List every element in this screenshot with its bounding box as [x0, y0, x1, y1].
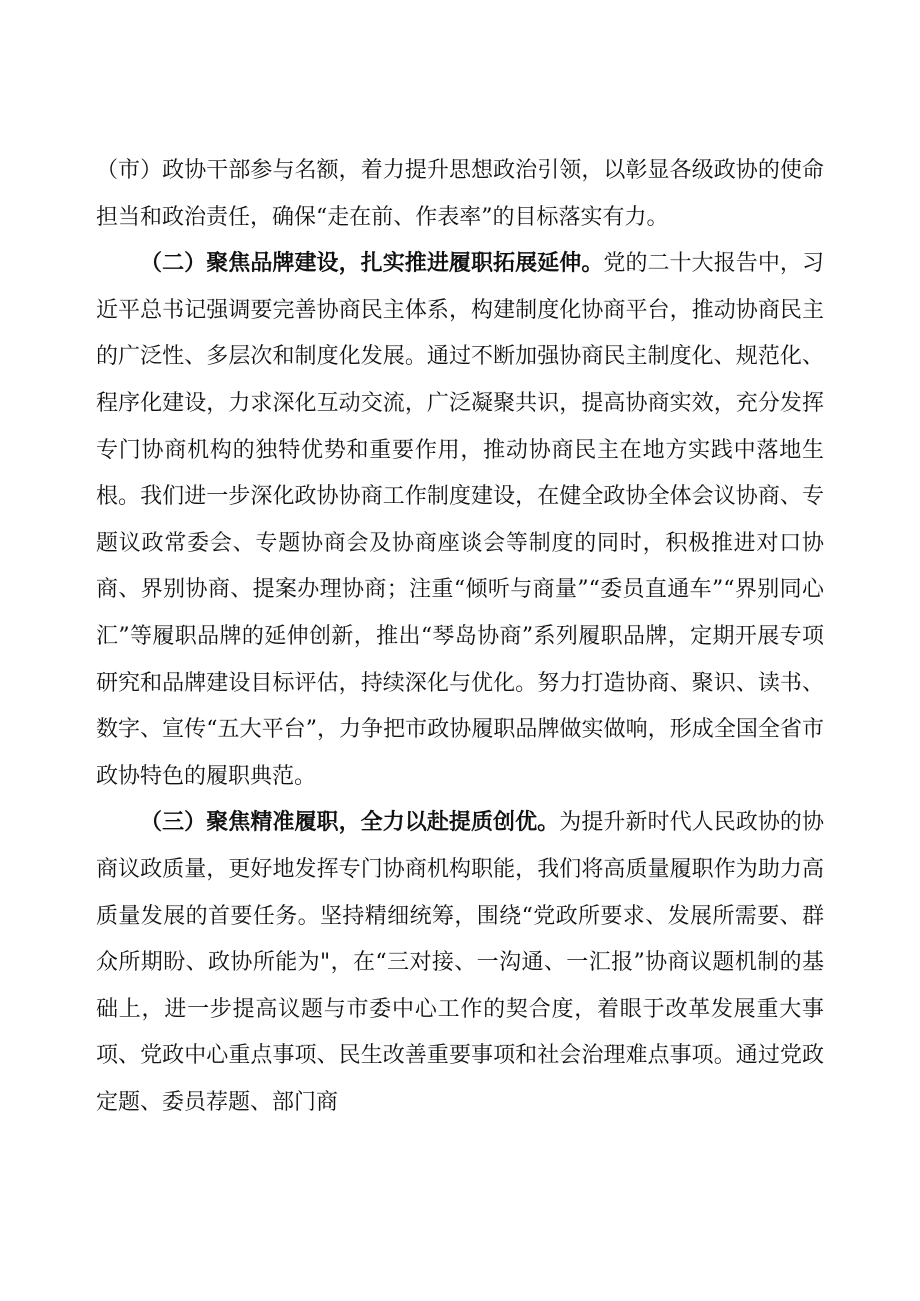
paragraph-brand-building: [96, 241, 824, 800]
section-heading-2: （二）聚焦品牌建设，扎实推进履职拓展延伸。: [140, 251, 604, 277]
document-body: [96, 148, 824, 1126]
paragraph-continuation: [96, 148, 824, 241]
paragraph-text: 党的二十大报告中，习近平总书记强调要完善协商民主体系，构建制度化协商平台，推动协商民主的广泛性、多层次和制度化发展。通过不断加强协商民主制度化、规范化、程序化建设，力求深化互动交流，广泛凝聚共识，提高协商实效，充分发挥专门协商机构的独特优势和重要作用，推动协商民主在地方实践中落地生根。我们进一步深化政协协商工作制度建设，在健全政协全体会议协商、专题议政常委会、专题协商会及协商座谈会等制度的同时，积极推进对口协商、界别协商、提案办理协商；注重“倾听与商量”“委员直通车”“界别同心汇”等履职品牌的延伸创新，推出“琴岛协商”系列履职品牌，定期开展专项研究和品牌建设目标评估，持续深化与优化。努力打造协商、聚识、读书、数字、宣传“五大平台”，力争把市政协履职品牌做实做响，形成全国全省市政协特色的履职典范。: [96, 251, 824, 789]
section-heading-3: （三）聚焦精准履职，全力以赴提质创优。: [140, 810, 560, 836]
paragraph-text: 为提升新时代人民政协的协商议政质量，更好地发挥专门协商机构职能，我们将高质量履职作为助力高质量发展的首要任务。坚持精细统筹，围绕“党政所要求、发展所需要、群众所期盼、政协所能为"，在“三对接、一沟通、一汇报”协商议题机制的基础上，进一步提高议题与市委中心工作的契合度，着眼于改革发展重大事项、党政中心重点事项、民生改善重要事项和社会治理难点事项。通过党政定题、委员荐题、部门商: [96, 810, 824, 1115]
paragraph-precise-duty: [96, 800, 824, 1126]
paragraph-text: （市）政协干部参与名额，着力提升思想政治引领，以彰显各级政协的使命担当和政治责任，确保“走在前、作表率”的目标落实有力。: [96, 158, 824, 230]
